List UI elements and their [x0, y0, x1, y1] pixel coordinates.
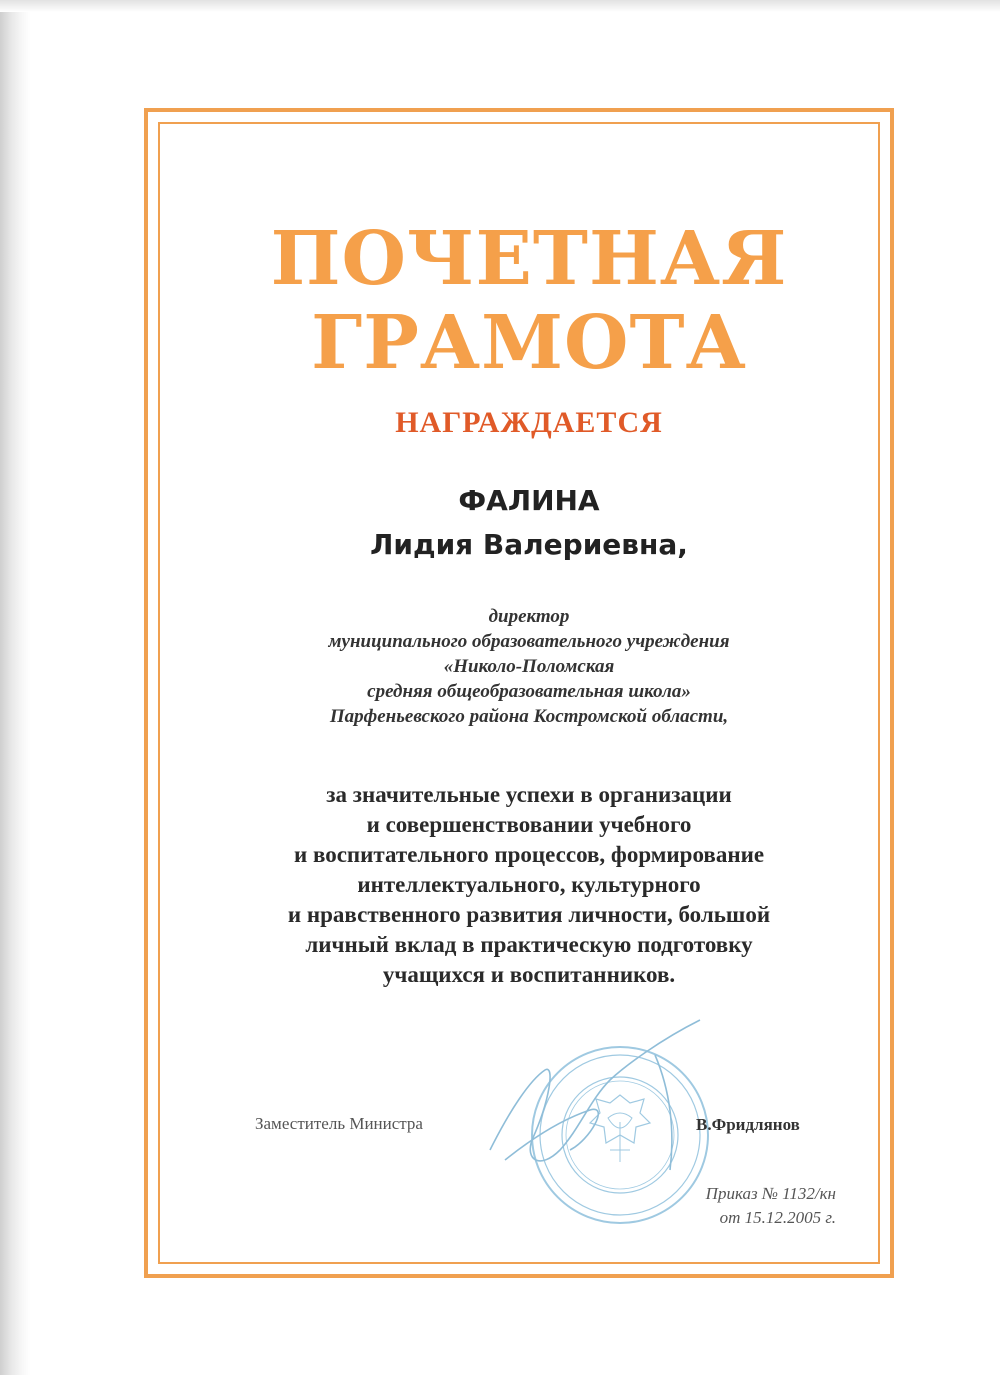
reason-line: за значительные успехи в организации [326, 782, 732, 807]
position-line: «Николо-Поломская [443, 656, 615, 677]
scan-top-shadow [0, 0, 1000, 12]
position-line: муниципального образовательного учреждения [328, 631, 730, 652]
reason-line: и нравственного развития личности, большой [287, 902, 771, 927]
position-line: средняя общеобразовательная школа» [367, 681, 691, 702]
reason-line: учащихся и воспитанников. [382, 962, 676, 987]
signatory-name: В.Фридлянов [696, 1115, 800, 1134]
reason-line: интеллектуального, культурного [357, 872, 701, 897]
signatory-title: Заместитель Министра [255, 1114, 423, 1133]
order-reference [560, 1182, 836, 1230]
handwritten-signature [490, 1020, 700, 1170]
position-line: директор [488, 606, 570, 627]
recipient-surname: ФАЛИНА [458, 484, 600, 517]
recipient-given-name: Лидия Валериевна, [370, 528, 688, 561]
scan-edge-shadow [0, 0, 30, 1375]
reason-line: и воспитательного процессов, формирование [293, 842, 765, 867]
certificate-title-line2: ГРАМОТА [311, 300, 747, 386]
recipient-position [158, 604, 900, 729]
certificate-title-line1: ПОЧЕТНАЯ [270, 216, 788, 302]
reason-line: личный вклад в практическую подготовку [305, 932, 753, 957]
position-line: Парфеньевского района Костромской области, [329, 706, 729, 727]
award-reason [158, 780, 900, 990]
certificate-subtitle: НАГРАЖДАЕТСЯ [395, 406, 663, 439]
order-date: от 15.12.2005 г. [719, 1208, 836, 1227]
reason-line: и совершенствовании учебного [366, 812, 692, 837]
order-number: Приказ № 1132/кн [705, 1184, 836, 1203]
